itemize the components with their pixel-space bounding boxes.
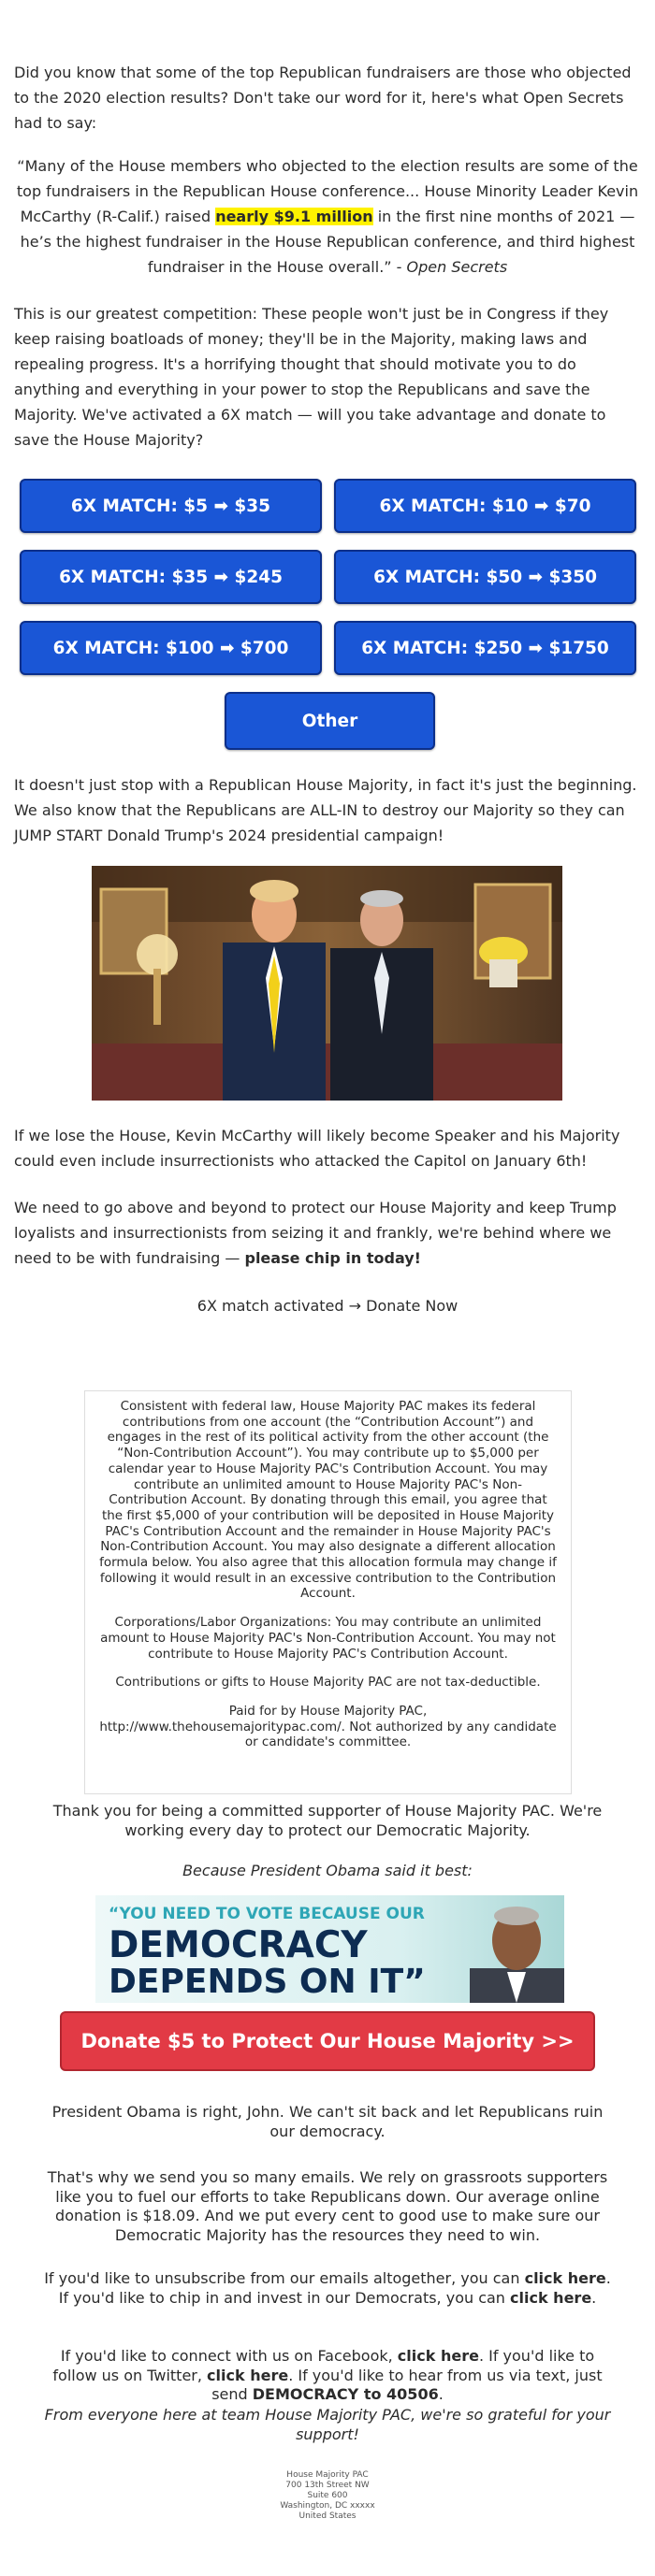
signoff-text: From everyone here at team House Majority PAC, we're so grateful for your support!: [44, 2406, 611, 2443]
donate-5-button[interactable]: Donate $5 to Protect Our House Majority >>: [60, 2011, 595, 2071]
intro-paragraph: Did you know that some of the top Republican fundraisers are those who objected to the 2020 election results? Don't take our word for it, here's what Open Secrets had to say:: [14, 64, 632, 132]
quote-source: Open Secrets: [406, 258, 508, 276]
emails-paragraph: That's why we send you so many emails. We rely on grassroots supporters like you to fuel our efforts to take Republicans down. Our average online donation is $18.09. And we put every cent to good use to make sure our Democratic Majority has the resources they need to win.: [47, 2168, 608, 2244]
chip-in-text: please chip in today!: [244, 1249, 421, 1267]
address-line: 700 13th Street NW: [285, 2481, 370, 2490]
match-button-5[interactable]: 6X MATCH: $5 ➡ $35: [20, 479, 322, 533]
address-line: Suite 600: [307, 2491, 348, 2500]
banner-line-3: DEPENDS ON IT”: [109, 1963, 426, 2001]
signoff-paragraph: [37, 2406, 618, 2444]
match-button-250[interactable]: 6X MATCH: $250 ➡ $1750: [334, 621, 636, 675]
thanks-paragraph: Thank you for being a committed supporter of House Majority PAC. We're working every day to protect our Democratic Majority.: [52, 1802, 603, 1839]
obama-intro: [37, 1862, 618, 1881]
facebook-link[interactable]: click here: [397, 2347, 479, 2365]
chip-in-link[interactable]: click here: [510, 2288, 592, 2307]
text-keyword: DEMOCRACY to 40506: [252, 2385, 439, 2403]
match-button-50[interactable]: 6X MATCH: $50 ➡ $350: [334, 550, 636, 604]
chip-in-invite-text: . If you'd like to chip in and invest in our Democrats, you can: [58, 2269, 611, 2307]
paid-for-authorization: http://www.thehousemajoritypac.com/. Not authorized by any candidate or candidate's committee.: [99, 1719, 557, 1750]
unsubscribe-paragraph: [37, 2269, 618, 2308]
jumpstart-paragraph: It doesn't just stop with a Republican House Majority, in fact it's just the beginning. We also know that the Republicans are ALL-IN to destroy our Majority so they can JUMP START Donald Trump's 2024 presidential campaign!: [14, 776, 637, 844]
twitter-text: . If you'd like to follow us on Twitter,: [52, 2347, 595, 2384]
other-amount-button[interactable]: Other: [225, 692, 435, 750]
disclaimer-tax: Contributions or gifts to House Majority PAC are not tax-deductible.: [115, 1675, 541, 1691]
connect-paragraph: [37, 2347, 618, 2405]
unsubscribe-text: If you'd like to unsubscribe from our emails altogether, you can: [44, 2269, 525, 2287]
trump-mccarthy-photo: [92, 866, 562, 1101]
quote-highlight: nearly $9.1 million: [215, 208, 373, 225]
address-line: House Majority PAC: [286, 2470, 369, 2480]
banner-line-2: DEMOCRACY: [109, 1924, 368, 1966]
banner-line-1: “YOU NEED TO VOTE BECAUSE OUR: [109, 1905, 425, 1923]
obama-quote-banner: [95, 1895, 564, 2003]
legal-disclaimer: [84, 1390, 572, 1794]
disclaimer-corporations: Corporations/Labor Organizations: You may contribute an unlimited amount to House Majority PAC's Non-Contribution Account. You may not contribute to House Majority PAC's Contribution Account.: [100, 1615, 556, 1662]
address-line: Washington, DC xxxxx: [280, 2501, 375, 2511]
open-secrets-quote: [14, 153, 641, 280]
text-signup-text: . If you'd like to hear from us via text, just send: [211, 2366, 603, 2403]
above-beyond-text: We need to go above and beyond to protect our House Majority and keep Trump loyalists and insurrectionists from seizing it and frankly, we're behind where we need to be with fundraising —: [14, 1199, 617, 1267]
mailing-address: [234, 2470, 421, 2522]
paid-for-line: Paid for by House Majority PAC,: [228, 1703, 428, 1719]
match-button-100[interactable]: 6X MATCH: $100 ➡ $700: [20, 621, 322, 675]
twitter-link[interactable]: click here: [207, 2366, 289, 2384]
match-button-35[interactable]: 6X MATCH: $35 ➡ $245: [20, 550, 322, 604]
obama-right-paragraph: President Obama is right, John. We can't sit back and let Republicans ruin our democracy.: [51, 2103, 604, 2140]
address-line: United States: [298, 2511, 357, 2521]
above-beyond-paragraph: [14, 1195, 641, 1271]
obama-intro-text: Because President Obama said it best:: [182, 1862, 473, 1879]
disclaimer-contribution-account: Consistent with federal law, House Majority PAC makes its federal contributions from one account (the “Contribution Account”) and engages in the rest of its political activity from the other account (the “Non-Contribution Account”). You may contribute up to $5,000 per calendar year to House Majority PAC's Contribution Account. You may contribute an unlimited amount to House Majority PAC's Non-Contribution Account. By donating through this email, you agree that the first $5,000 of your contribution will be deposited in House Majority PAC's Contribution Account and the remainder in House Majority PAC's Non-Contribution Account. You may also designate a different allocation formula below. You also agree that this allocation formula may change if following it would result in an excessive contribution to the Contribution Account.: [99, 1399, 557, 1602]
unsubscribe-link[interactable]: click here: [524, 2269, 606, 2287]
facebook-text: If you'd like to connect with us on Facebook,: [60, 2347, 398, 2365]
match-activated-link[interactable]: 6X match activated → Donate Now: [196, 1297, 458, 1315]
unsubscribe-end: .: [591, 2288, 597, 2307]
lose-house-paragraph: If we lose the House, Kevin McCarthy will likely become Speaker and his Majority could even include insurrectionists who attacked the Capitol on January 6th!: [14, 1127, 620, 1170]
match-button-10[interactable]: 6X MATCH: $10 ➡ $70: [334, 479, 636, 533]
connect-end: .: [438, 2385, 444, 2403]
disclaimer-paid-for: [98, 1704, 558, 1750]
quote-text-start: “Many of the House members who objected to the election results are some of the top fundraisers in the Republican House conference... House Minority Leader Kevin McCarthy (R-Calif.) raised: [16, 157, 639, 225]
quote-text-end: in the first nine months of 2021 — he’s the highest fundraiser in the House Republican conference, and third highest fundraiser in the House overall.” -: [20, 208, 635, 276]
competition-paragraph: This is our greatest competition: These people won't just be in Congress if they keep raising boatloads of money; they'll be in the Majority, making laws and repealing progress. It's a horrifying thought that should motivate you to do anything and everything in your power to stop the Republicans and save the Majority. We've activated a 6X match — will you take advantage and donate to save the House Majority?: [14, 305, 609, 449]
